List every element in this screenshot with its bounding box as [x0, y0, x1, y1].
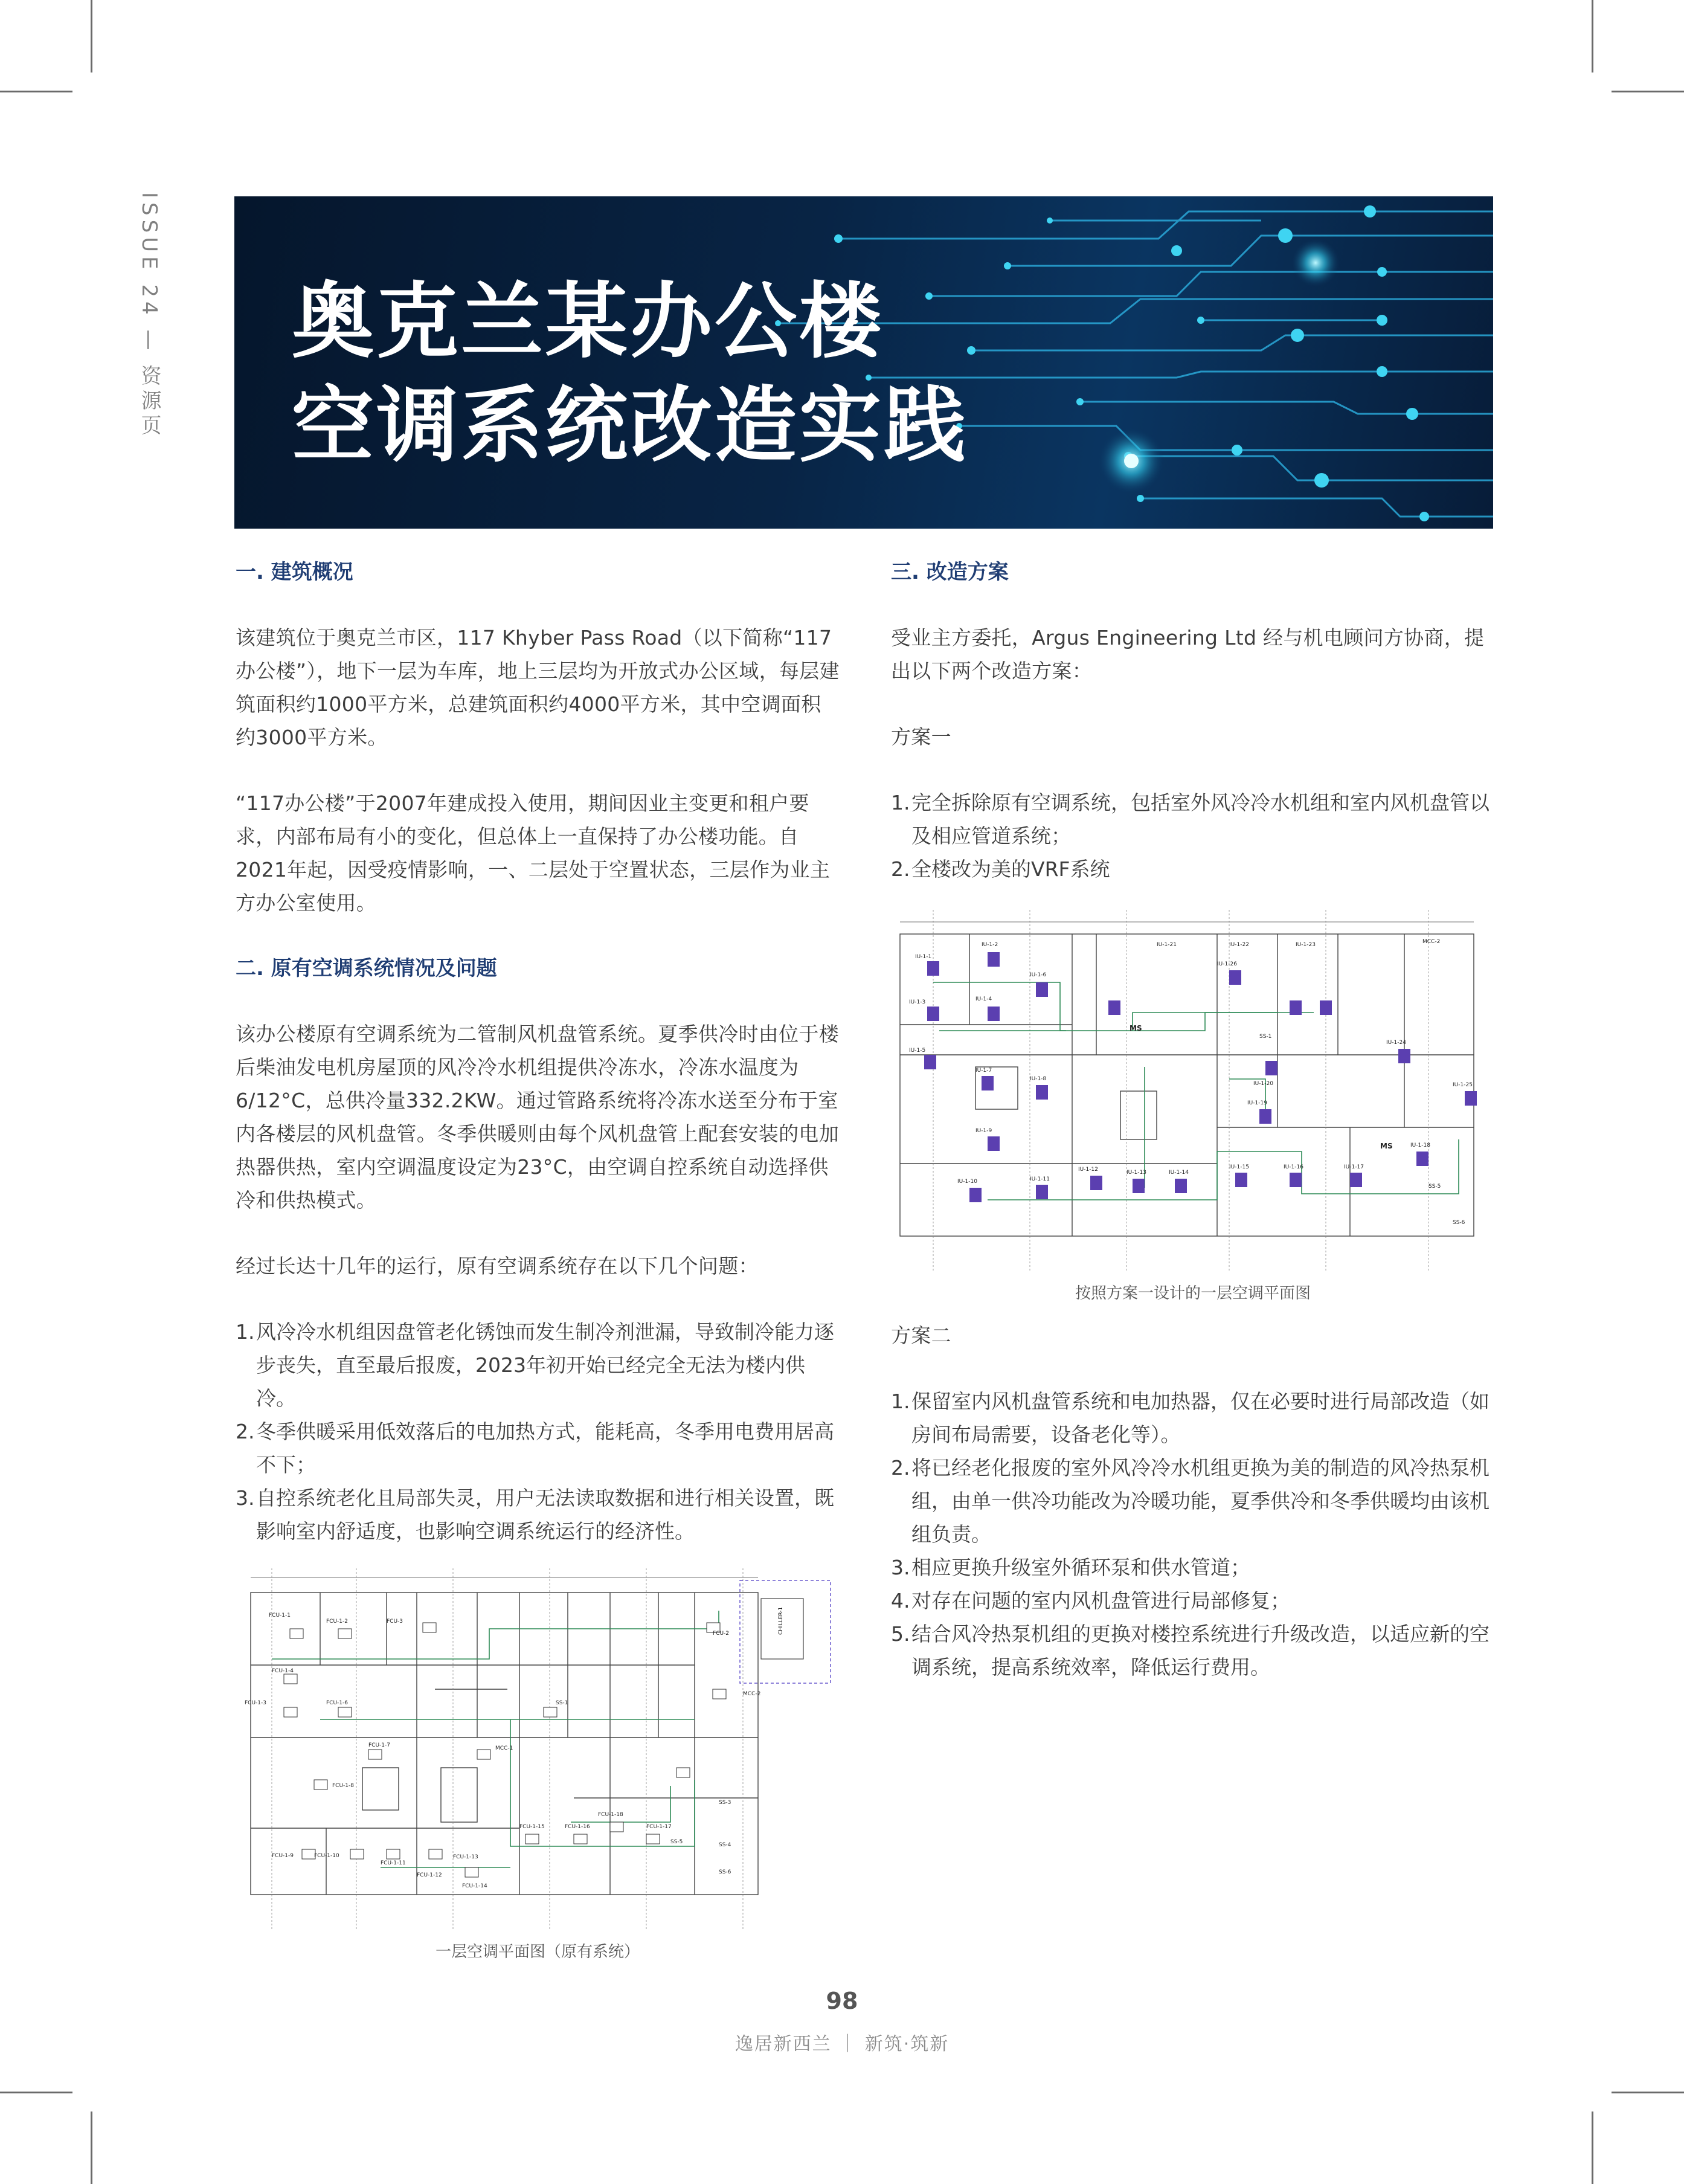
plan-label-mcc-2b: MCC-2	[1422, 939, 1441, 945]
list-item: 1. 完全拆除原有空调系统，包括室外风冷冷水机组和室内风机盘管以及相应管道系统；	[891, 791, 1490, 848]
plan-label-ss-1: SS-1	[556, 1700, 568, 1706]
plan-label-iu-1-16: IU-1-16	[1284, 1164, 1303, 1170]
section-1-paragraph-1: 该建筑位于奥克兰市区，117 Khyber Pass Road（以下简称“117办公楼”），地下一层为车库，地上三层均为开放式办公区域，每层建筑面积约1000平方米，总建筑面积约4000平方米，其中空调面积约3000平方米。	[236, 626, 840, 749]
option-2-title: 方案二	[891, 1324, 951, 1347]
page-number: 98	[826, 1988, 858, 2014]
plan-label-fcu-3: FCU-3	[387, 1619, 403, 1625]
list-item: 2. 冬季供暖采用低效落后的电加热方式，能耗高，冬季用电费用居高不下；	[236, 1420, 834, 1477]
option-1-floor-plan	[891, 910, 1495, 1303]
list-item: 3. 相应更换升级室外循环泵和供水管道；	[891, 1556, 1250, 1579]
hero-banner	[234, 196, 1493, 529]
plan-label-iu-1-9: IU-1-9	[975, 1128, 992, 1134]
crop-mark-tr-v	[1592, 0, 1593, 72]
plan-label-iu-1-17: IU-1-17	[1344, 1164, 1364, 1170]
plan-label-iu-1-8: IU-1-8	[1030, 1076, 1047, 1082]
crop-mark-bl-v	[91, 2112, 92, 2184]
option-1-plan-drawing	[891, 910, 1495, 1272]
plan-label-iu-1-14: IU-1-14	[1169, 1170, 1189, 1176]
plan-label-fcu-1-6: FCU-1-6	[326, 1700, 348, 1706]
plan-label-mcc-1: MCC-1	[495, 1745, 513, 1751]
crop-mark-br-h	[1612, 2092, 1684, 2093]
article-title-line-1: 奥克兰某办公楼	[292, 274, 884, 370]
plan-label-iu-1-15: IU-1-15	[1229, 1164, 1249, 1170]
list-item: 3. 自控系统老化且局部失灵，用户无法读取数据和进行相关设置，既影响室内舒适度，也影响空调系统运行的经济性。	[236, 1486, 834, 1543]
plan-label-iu-1-13: IU-1-13	[1126, 1170, 1146, 1176]
option-1-title: 方案一	[891, 725, 951, 749]
crop-mark-tl-v	[91, 0, 92, 72]
original-plan-drawing	[236, 1568, 840, 1931]
plan-label-iu-1-20: IU-1-20	[1253, 1081, 1273, 1087]
plan-label-iu-1-19: IU-1-19	[1247, 1100, 1267, 1106]
article-title-line-2: 空调系统改造实践	[292, 378, 968, 474]
magazine-name: 逸居新西兰 ｜ 新筑·筑新	[734, 2034, 950, 2055]
plan-label-ss-6b: SS-6	[1453, 1220, 1465, 1226]
plan-label-fcu-1-14: FCU-1-14	[462, 1883, 487, 1889]
plan-label-iu-1-6: IU-1-6	[1030, 972, 1047, 978]
plan-label-ss-6: SS-6	[719, 1869, 731, 1875]
plan-label-iu-1-2: IU-1-2	[982, 942, 998, 948]
plan-label-ss-3: SS-3	[719, 1800, 731, 1806]
plan-label-mcc-2: MCC-2	[743, 1691, 761, 1697]
plan-label-ms-1: MS	[1130, 1024, 1142, 1032]
plan-label-iu-1-26: IU-1-26	[1217, 961, 1237, 967]
article-title	[292, 270, 968, 478]
list-item: 2. 将已经老化报废的室外风冷冷水机组更换为美的制造的风冷热泵机组，由单一供冷功能改为冷暖功能，夏季供冷和冬季供暖均由该机组负责。	[891, 1456, 1490, 1546]
option-1-list	[891, 786, 1495, 886]
issue-side-label: ISSUE 24 — 资源页	[137, 192, 161, 440]
chiller-label: CHILLER-1	[778, 1606, 784, 1635]
issues-list	[236, 1315, 840, 1548]
section-1-paragraph-2: “117办公楼”于2007年建成投入使用，期间因业主变更和租户要求，内部布局有小的变化，但总体上一直保持了办公楼功能。自2021年起，因受疫情影响，一、二层处于空置状态，三层作为业主方办公室使用。	[236, 791, 831, 915]
plan-label-fcu-1-2: FCU-1-2	[326, 1619, 348, 1625]
section-1-heading: 一. 建筑概况	[236, 560, 353, 584]
plan-label-fcu-1-17: FCU-1-17	[646, 1824, 672, 1830]
list-item: 5. 结合风冷热泵机组的更换对楼控系统进行升级改造，以适应新的空调系统，提高系统效率，降低运行费用。	[891, 1622, 1490, 1679]
plan-label-iu-1-21: IU-1-21	[1157, 942, 1177, 948]
plan-label-iu-1-11: IU-1-11	[1030, 1176, 1050, 1182]
plan-label-fcu-1-16: FCU-1-16	[565, 1824, 590, 1830]
plan-label-iu-1-25: IU-1-25	[1453, 1082, 1473, 1088]
list-item: 4. 对存在问题的室内风机盘管进行局部修复；	[891, 1589, 1290, 1612]
plan-label-iu-1-22: IU-1-22	[1229, 942, 1249, 948]
plan-label-iu-1-10: IU-1-10	[957, 1179, 977, 1185]
left-column	[236, 556, 840, 1962]
option-2-list	[891, 1385, 1495, 1684]
plan-label-fcu-2: FCU-2	[713, 1631, 730, 1637]
original-plan-caption: 一层空调平面图（原有系统）	[435, 1943, 640, 1961]
plan-label-iu-1-24: IU-1-24	[1386, 1040, 1406, 1046]
plan-label-fcu-1-10: FCU-1-10	[314, 1853, 339, 1859]
plan-label-ss-5: SS-5	[670, 1839, 683, 1845]
section-2-paragraph-1: 该办公楼原有空调系统为二管制风机盘管系统。夏季供冷时由位于楼后柴油发电机房屋顶的风冷冷水机组提供冷冻水，冷冻水温度为6/12°C，总供冷量332.2KW。通过管路系统将冷冻水送至分布于室内各楼层的风机盘管。冬季供暖则由每个风机盘管上配套安装的电加热器供热，室内空调温度设定为23°C，由空调自控系统自动选择供冷和供热模式。	[236, 1022, 839, 1212]
section-2-heading: 二. 原有空调系统情况及问题	[236, 956, 497, 981]
plan-label-ss-1b: SS-1	[1259, 1034, 1272, 1040]
section-3-heading: 三. 改造方案	[891, 560, 1009, 584]
crop-mark-bl-h	[0, 2092, 72, 2093]
plan-label-fcu-1-7: FCU-1-7	[368, 1742, 390, 1748]
plan-label-iu-1-5: IU-1-5	[909, 1048, 926, 1054]
plan-label-fcu-1-8: FCU-1-8	[332, 1783, 354, 1789]
original-floor-plan	[236, 1568, 840, 1962]
plan-label-fcu-1-11: FCU-1-11	[381, 1860, 406, 1866]
crop-mark-br-v	[1592, 2112, 1593, 2184]
plan-label-fcu-1-13: FCU-1-13	[453, 1854, 478, 1860]
plan-label-iu-1-1: IU-1-1	[915, 954, 932, 960]
list-item: 1. 风冷冷水机组因盘管老化锈蚀而发生制冷剂泄漏，导致制冷能力逐步丧失，直至最后报废，2023年初开始已经完全无法为楼内供冷。	[236, 1320, 834, 1410]
plan-label-ss-4: SS-4	[719, 1842, 731, 1848]
plan-label-fcu-1-18: FCU-1-18	[598, 1812, 623, 1818]
plan-label-iu-1-18: IU-1-18	[1410, 1142, 1430, 1148]
plan-label-fcu-1-1: FCU-1-1	[269, 1612, 291, 1619]
plan-label-fcu-1-4: FCU-1-4	[272, 1668, 294, 1674]
plan-label-iu-1-7: IU-1-7	[975, 1068, 992, 1074]
plan-label-fcu-1-3: FCU-1-3	[245, 1700, 266, 1706]
plan-label-iu-1-4: IU-1-4	[975, 996, 992, 1002]
plan-label-ms-2: MS	[1380, 1142, 1393, 1150]
section-3-paragraph-1: 受业主方委托，Argus Engineering Ltd 经与机电顾问方协商，提出以下两个改造方案：	[891, 626, 1485, 683]
plan-label-ss-5b: SS-5	[1429, 1184, 1441, 1190]
right-column	[891, 556, 1495, 1684]
plan-label-fcu-1-15: FCU-1-15	[519, 1824, 545, 1830]
crop-mark-tl-h	[0, 91, 72, 92]
option-1-plan-caption: 按照方案一设计的一层空调平面图	[1075, 1284, 1311, 1303]
list-item: 1. 保留室内风机盘管系统和电加热器，仅在必要时进行局部改造（如房间布局需要，设备老化等）。	[891, 1390, 1490, 1446]
plan-label-iu-1-12: IU-1-12	[1078, 1167, 1098, 1173]
section-2-paragraph-2: 经过长达十几年的运行，原有空调系统存在以下几个问题：	[236, 1254, 759, 1278]
plan-label-fcu-1-12: FCU-1-12	[417, 1872, 442, 1878]
plan-label-fcu-1-9: FCU-1-9	[272, 1853, 294, 1859]
plan-label-iu-1-23: IU-1-23	[1296, 942, 1316, 948]
plan-label-iu-1-3: IU-1-3	[909, 999, 926, 1005]
list-item: 2. 全楼改为美的VRF系统	[891, 857, 1110, 881]
crop-mark-tr-h	[1612, 91, 1684, 92]
